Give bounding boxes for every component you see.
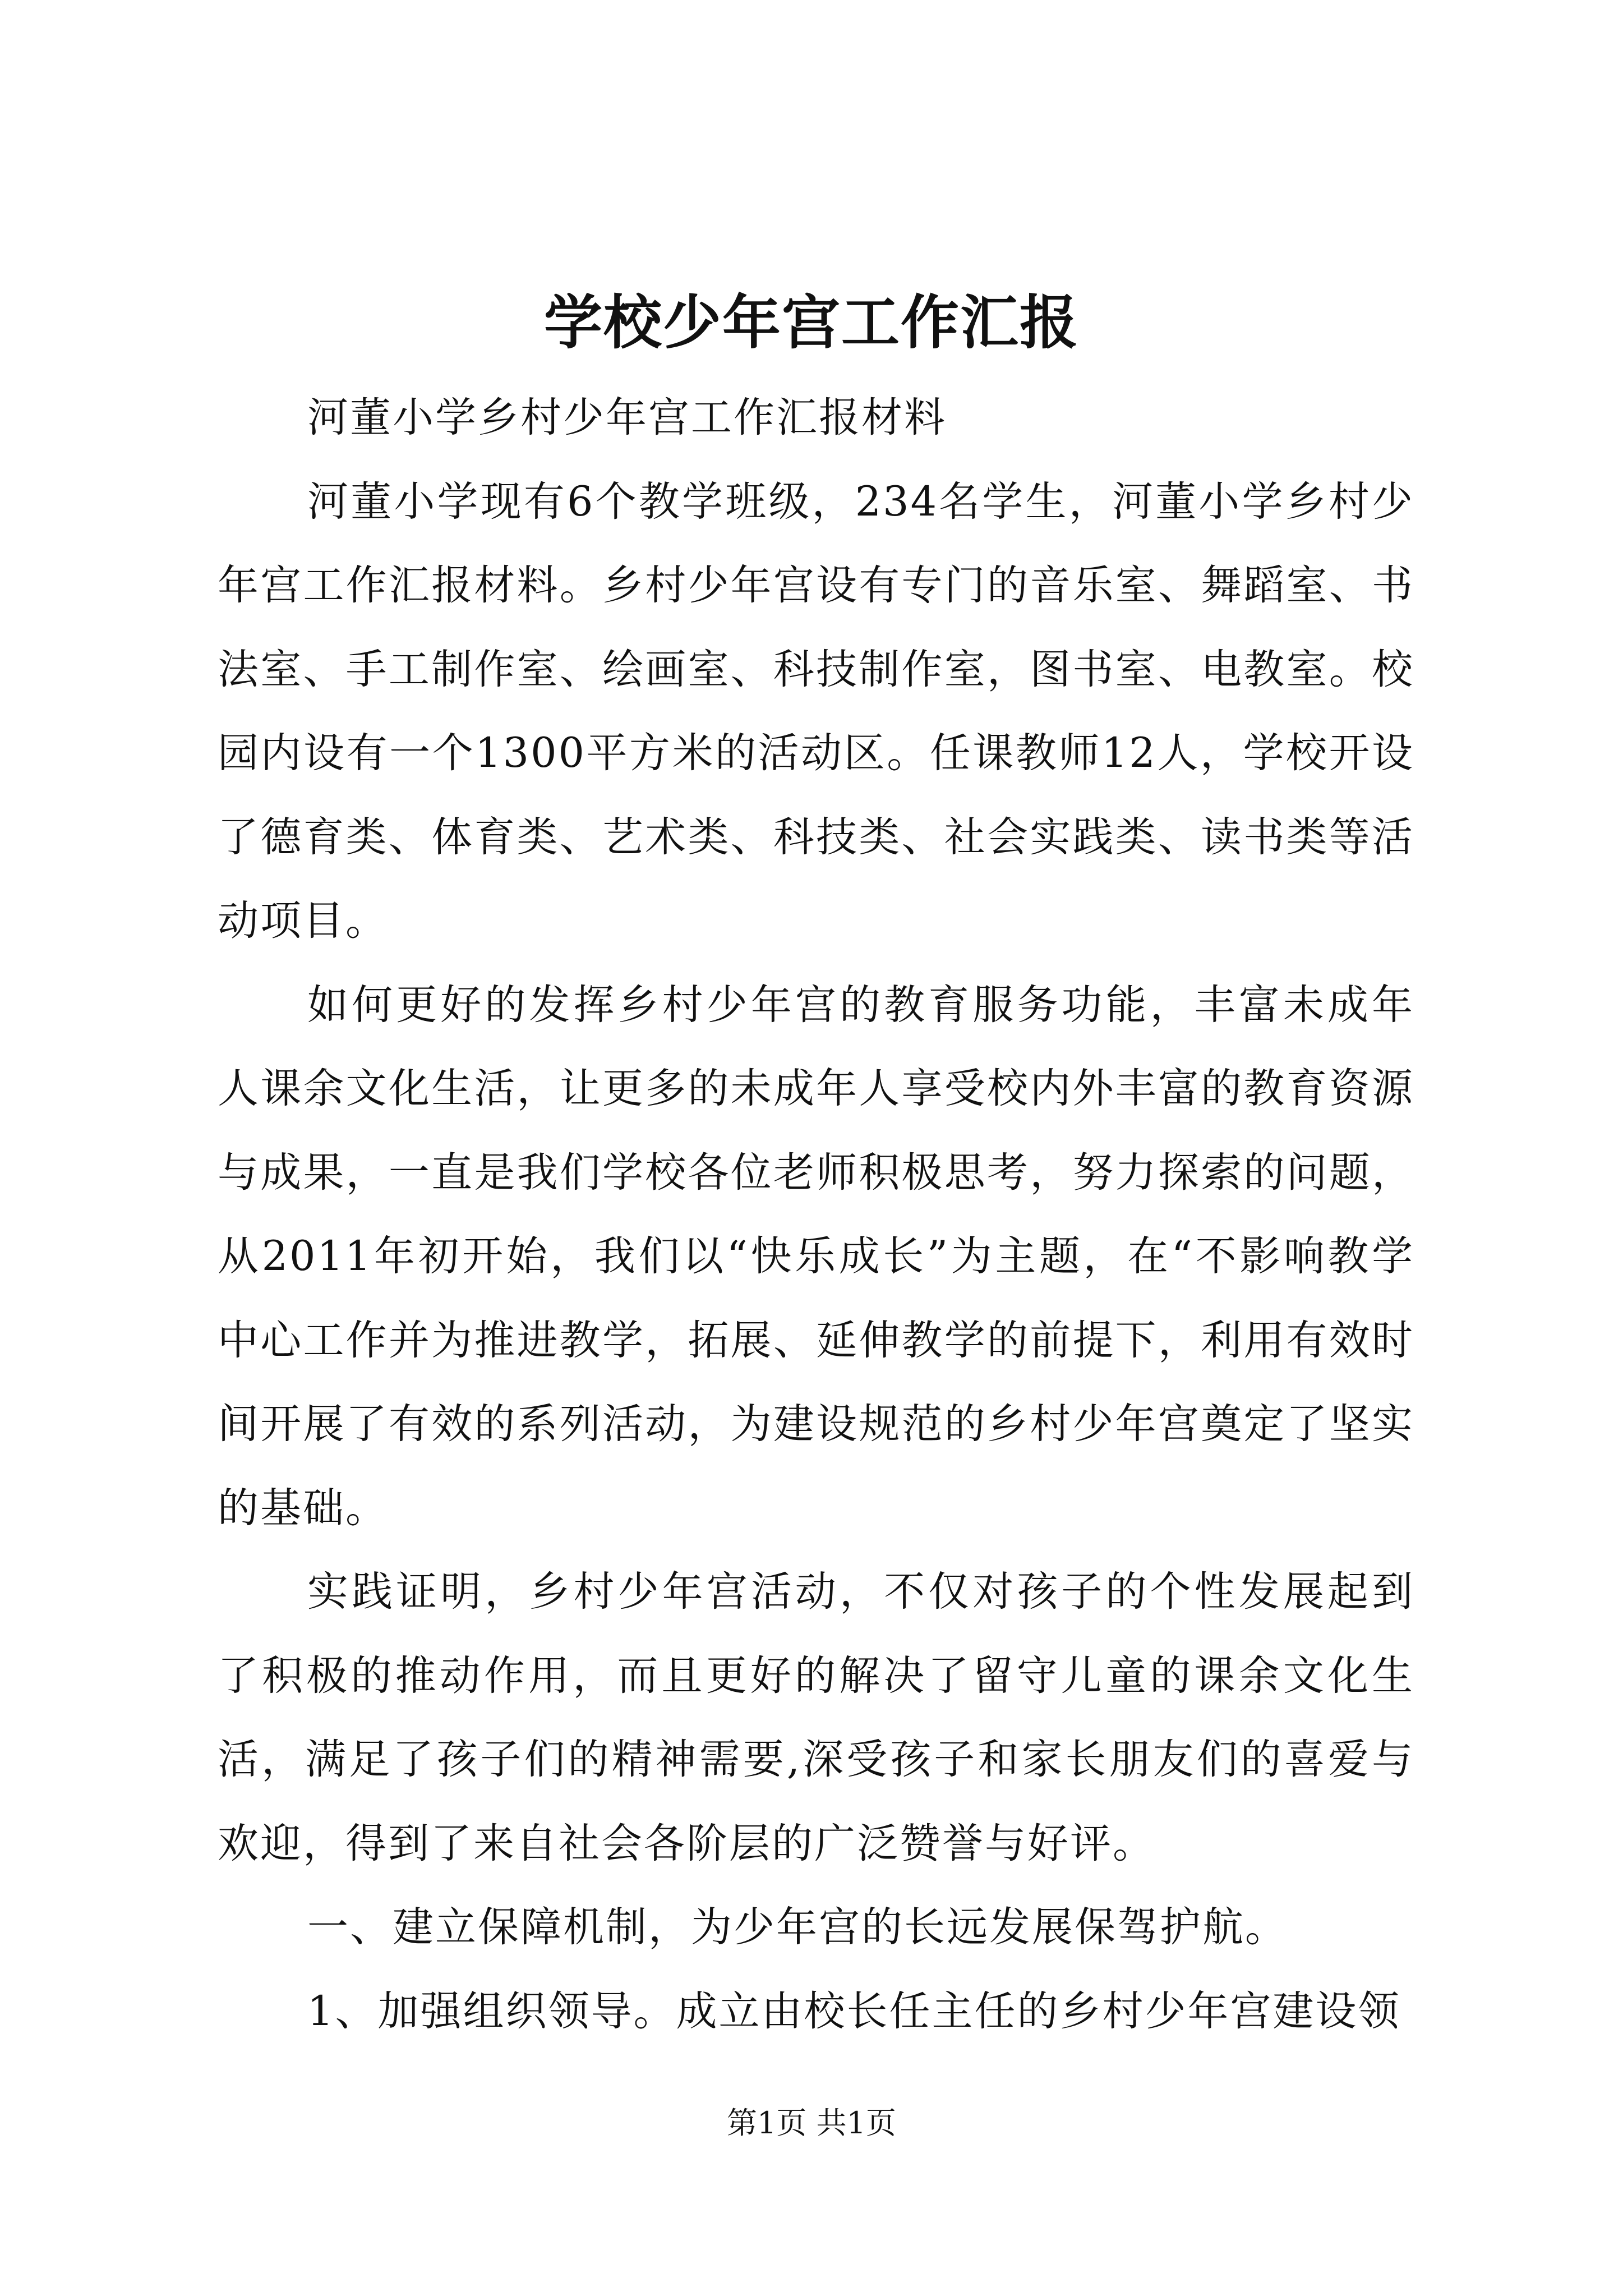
paragraph-practice-proves: 实践证明，乡村少年宫活动，不仅对孩子的个性发展起到了积极的推动作用，而且更好的解决了留守儿童的课余文化生活，满足了孩子们的精神需要,深受孩子和家长朋友们的喜爱与欢迎，得到了来自社会各阶层的广泛赞誉与好评。: [218, 1568, 1414, 1867]
document-body: [218, 376, 1414, 2053]
paragraph-subtitle: 河董小学乡村少年宫工作汇报材料: [307, 394, 947, 441]
page-footer: 第1页 共1页: [727, 2105, 896, 2141]
paragraph-school-overview: 河董小学现有6个教学班级，234名学生，河董小学乡村少年宫工作汇报材料。乡村少年宫设有专门的音乐室、舞蹈室、书法室、手工制作室、绘画室、科技制作室，图书室、电教室。校园内设有一个1300平方米的活动区。任课教师12人，学校开设了德育类、体育类、艺术类、科技类、社会实践类、读书类等活动项目。: [218, 477, 1414, 945]
paragraph-section-heading-1: 一、建立保障机制，为少年宫的长远发展保驾护航。: [307, 1903, 1288, 1951]
paragraph-service-function: 如何更好的发挥乡村少年宫的教育服务功能，丰富未成年人课余文化生活，让更多的未成年人享受校内外丰富的教育资源与成果，一直是我们学校各位老师积极思考，努力探索的问题，从2011年初开始，我们以“快乐成长”为主题，在“不影响教学中心工作并为推进教学，拓展、延伸教学的前提下，利用有效时间开展了有效的系列活动，为建设规范的乡村少年宫奠定了坚实的基础。: [218, 981, 1414, 1532]
document-title: 学校少年宫工作汇报: [543, 288, 1079, 357]
paragraph-item-1: 1、加强组织领导。成立由校长任主任的乡村少年宫建设领: [307, 1987, 1401, 2035]
